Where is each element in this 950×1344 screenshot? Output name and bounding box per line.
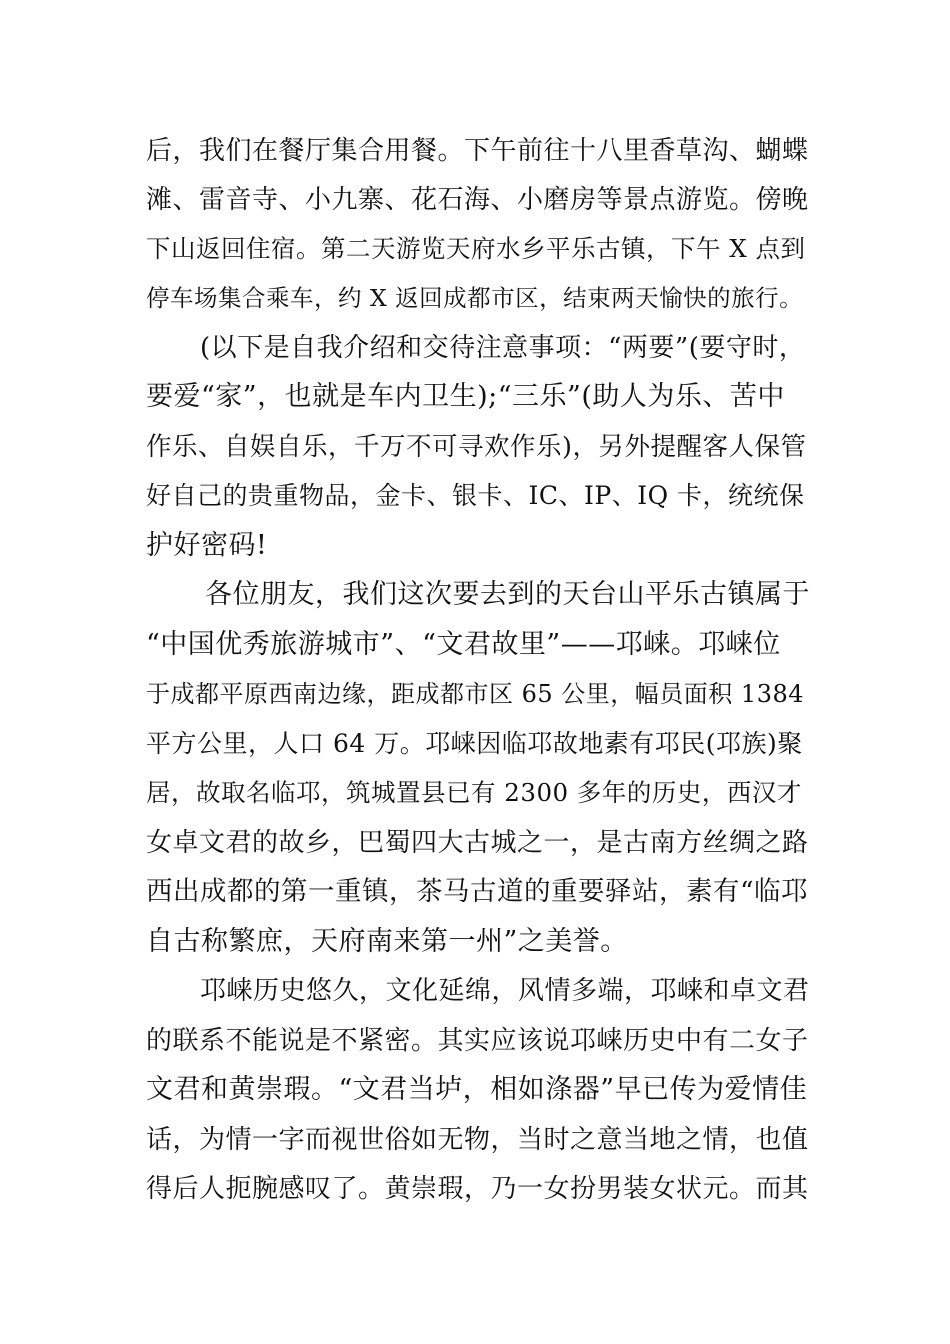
text-line-3: 下山返回住宿。第二天游览天府水乡平乐古镇，下午 X 点到 [146,234,806,263]
text-line-15: 女卓文君的故乡，巴蜀四大古城之一，是古南方丝绸之路 [146,828,809,858]
text-line-1: 后，我们在餐厅集合用餐。下午前往十八里香草沟、蝴蝶 [146,136,809,166]
text-line-7: 作乐、自娱自乐，千万不可寻欢作乐)，另外提醒客人保管 [146,432,807,462]
text-line-18: 邛崃历史悠久，文化延绵，风情多端，邛崃和卓文君 [200,976,810,1006]
text-line-22: 得后人扼腕感叹了。黄崇瑕，乃一女扮男装女状元。而其 [146,1174,809,1204]
text-line-14: 居，故取名临邛，筑城置县已有 2300 多年的历史，西汉才 [146,778,802,807]
text-line-20: 文君和黄崇瑕。“文君当垆，相如涤器”早已传为爱情佳 [146,1074,808,1105]
text-line-4: 停车场集合乘车，约 X 返回成都市区，结束两天愉快的旅行。 [146,284,804,312]
text-line-5: (以下是自我介绍和交待注意事项：“两要”(要守时， [200,333,806,363]
text-line-13: 平方公里，人口 64 万。邛崃因临邛故地素有邛民(邛族)聚 [146,729,803,758]
text-line-12: 于成都平原西南边缘，距成都市区 65 公里，幅员面积 1384 [146,680,805,708]
text-line-17: 自古称繁庶，天府南来第一州”之美誉。 [146,926,628,957]
text-line-16: 西出成都的第一重镇，茶马古道的重要驿站，素有“临邛 [146,876,809,907]
text-line-6: 要爱“家”，也就是车内卫生);“三乐”(助人为乐、苦中 [146,381,785,412]
text-line-11: “中国优秀旅游城市”、“文君故里”——邛崃。邛崃位 [146,629,781,660]
text-line-2: 滩、雷音寺、小九寨、花石海、小磨房等景点游览。傍晚 [146,185,809,215]
text-line-21: 话，为情一字而视世俗如无物，当时之意当地之情，也值 [146,1125,809,1155]
text-line-10: 各位朋友，我们这次要去到的天台山平乐古镇属于 [205,579,810,610]
text-line-8: 好自己的贵重物品，金卡、银卡、IC、IP、IQ 卡，统统保 [146,481,805,510]
text-line-19: 的联系不能说是不紧密。其实应该说邛崃历史中有二女子 [146,1026,809,1056]
text-line-9: 护好密码! [146,530,268,561]
